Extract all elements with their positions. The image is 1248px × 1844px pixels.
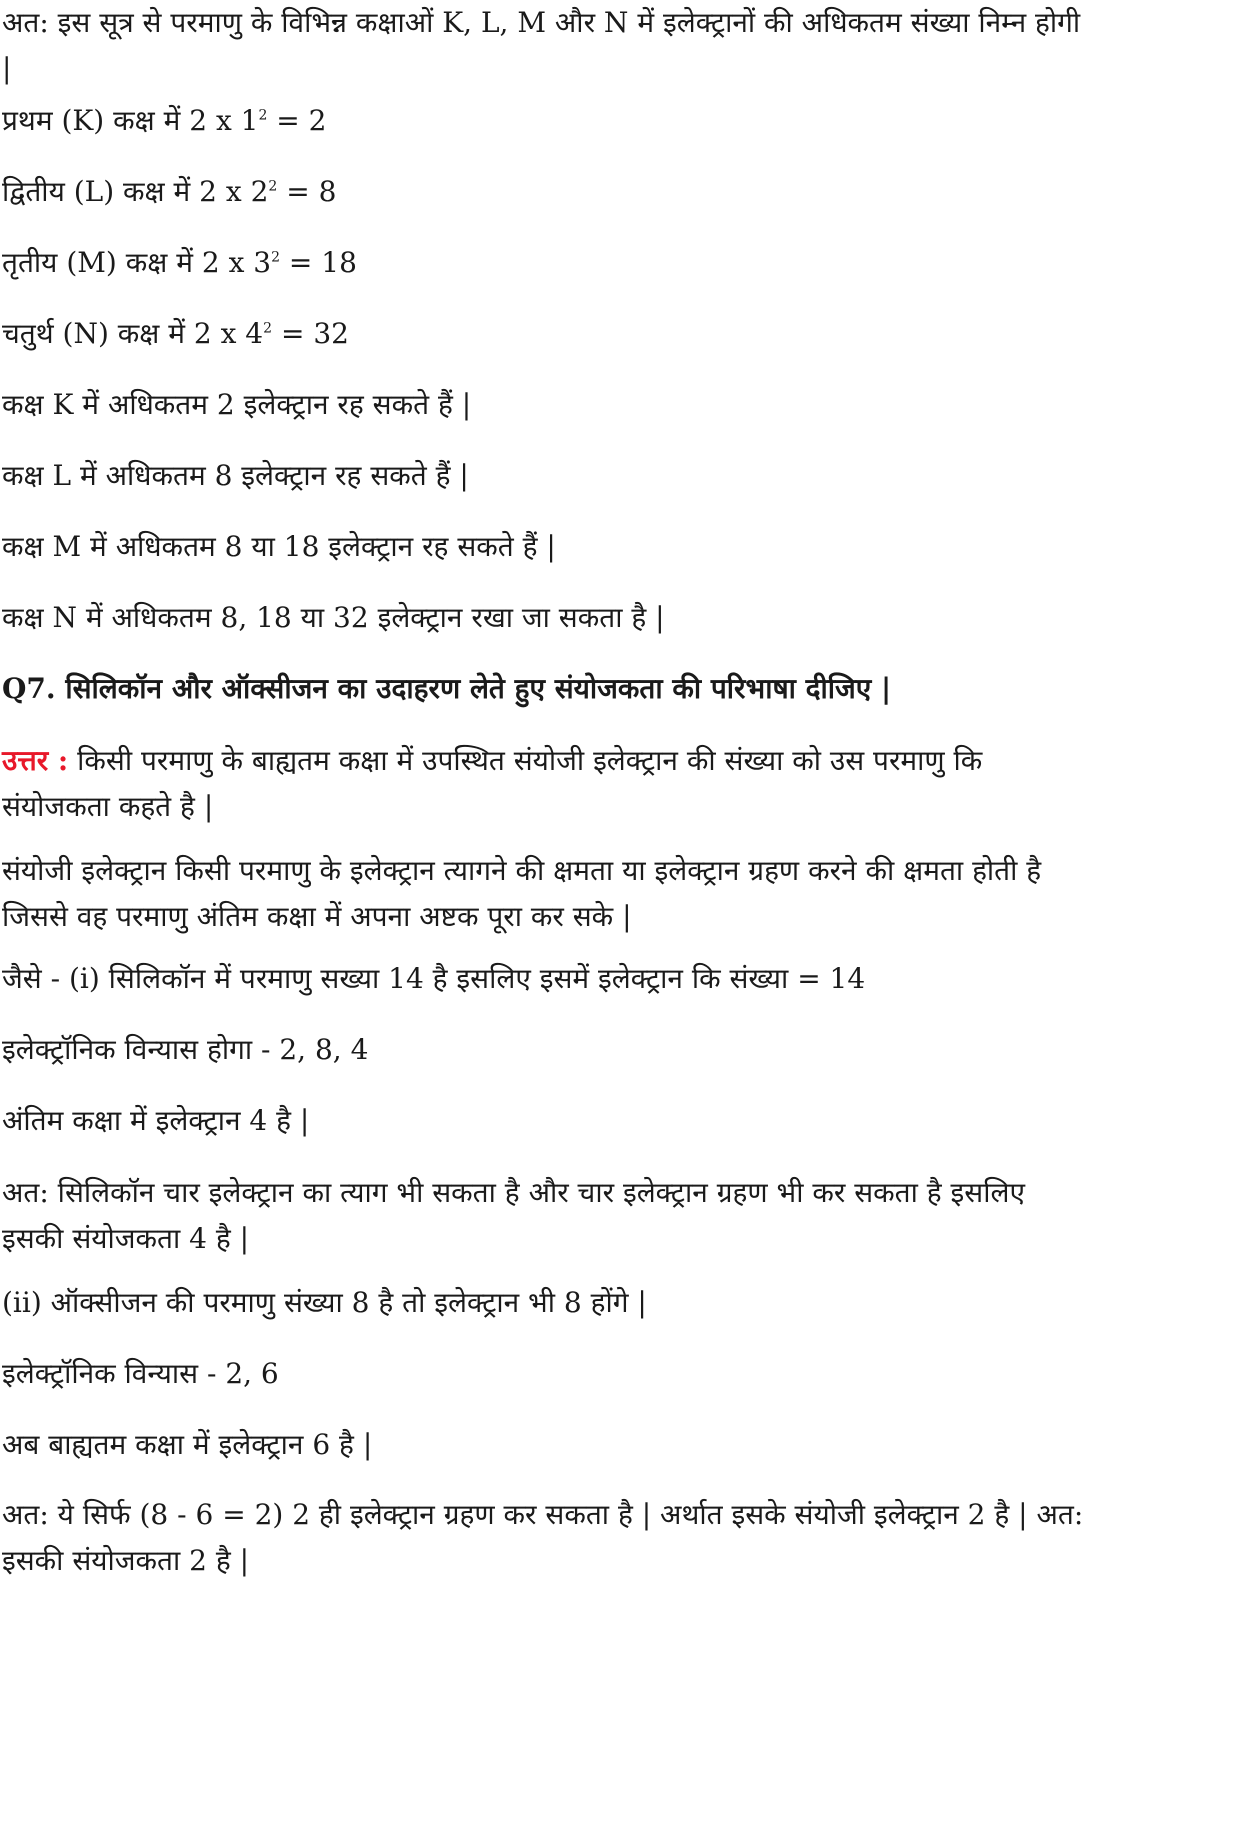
valence-line-1: संयोजी इलेक्ट्रान किसी परमाणु के इलेक्ट्रान त्यागने की क्षमता या इलेक्ट्रान ग्रहण करने की क्षमता होती है (2, 854, 1042, 887)
answer-line-2: संयोजकता कहते है | (2, 790, 214, 823)
shell-k-exponent: 2 (258, 107, 268, 124)
silicon-last-shell: अंतिम कक्षा में इलेक्ट्रान 4 है | (2, 1104, 310, 1137)
silicon-valence-line-1: अत: सिलिकॉन चार इलेक्ट्रान का त्याग भी सकता है और चार इलेक्ट्रान ग्रहण भी कर सकता है इसलिए (2, 1176, 1025, 1209)
shell-n-result: = 32 (272, 317, 349, 350)
shell-n-formula (2, 311, 1242, 357)
silicon-atomic-number: जैसे - (i) सिलिकॉन में परमाणु सख्या 14 है इसलिए इसमें इलेक्ट्रान कि संख्या = 14 (2, 962, 866, 995)
valence-line-2: जिससे वह परमाणु अंतिम कक्षा में अपना अष्टक पूरा कर सके | (2, 900, 632, 933)
shell-k-result: = 2 (267, 104, 327, 137)
question-heading (2, 666, 1242, 712)
answer-definition (2, 738, 1242, 830)
capacity-l: कक्ष L में अधिकतम 8 इलेक्ट्रान रह सकते हैं | (2, 459, 469, 492)
shell-l-exponent: 2 (268, 178, 278, 195)
valence-explanation (2, 848, 1242, 940)
question-text: सिलिकॉन और ऑक्सीजन का उदाहरण लेते हुए संयोजकता की परिभाषा दीजिए | (55, 672, 892, 705)
intro-line-1: अत: इस सूत्र से परमाणु के विभिन्न कक्षाओं K, L, M और N में इलेक्ट्रानों की अधिकतम संख्या निम्न होगी (2, 6, 1081, 39)
shell-l-formula (2, 169, 1242, 215)
shell-m-result: = 18 (280, 246, 357, 279)
shell-m-exponent: 2 (271, 249, 280, 266)
silicon-configuration: इलेक्ट्रॉनिक विन्यास होगा - 2, 8, 4 (2, 1033, 369, 1066)
intro-paragraph (2, 0, 1242, 92)
answer-line-1: किसी परमाणु के बाह्यतम कक्षा में उपस्थित संयोजी इलेक्ट्रान की संख्या को उस परमाणु कि (68, 744, 983, 777)
intro-line-2: | (2, 52, 12, 85)
shell-l-result: = 8 (277, 175, 337, 208)
capacity-k: कक्ष K में अधिकतम 2 इलेक्ट्रान रह सकते हैं | (2, 388, 472, 421)
silicon-valence-line-2: इसकी संयोजकता 4 है | (2, 1222, 250, 1255)
shell-n-exponent: 2 (263, 320, 273, 337)
oxygen-configuration: इलेक्ट्रॉनिक विन्यास - 2, 6 (2, 1357, 279, 1390)
answer-label: उत्तर : (2, 744, 69, 777)
shell-k-prefix: प्रथम (K) कक्ष में 2 x 1 (2, 104, 259, 137)
shell-m-prefix: तृतीय (M) कक्ष में 2 x 3 (2, 246, 272, 279)
silicon-valence (2, 1170, 1242, 1262)
shell-l-prefix: द्वितीय (L) कक्ष में 2 x 2 (2, 175, 269, 208)
shell-m-formula (2, 240, 1242, 286)
oxygen-atomic-number: (ii) ऑक्सीजन की परमाणु संख्या 8 है तो इलेक्ट्रान भी 8 होंगे | (2, 1286, 647, 1319)
oxygen-outer-shell: अब बाह्यतम कक्षा में इलेक्ट्रान 6 है | (2, 1428, 373, 1461)
shell-k-formula (2, 98, 1242, 144)
question-number: Q7. (2, 672, 56, 705)
capacity-n: कक्ष N में अधिकतम 8, 18 या 32 इलेक्ट्रान रखा जा सकता है | (2, 601, 665, 634)
oxygen-valence-line-2: इसकी संयोजकता 2 है | (2, 1544, 250, 1577)
shell-n-prefix: चतुर्थ (N) कक्ष में 2 x 4 (2, 317, 264, 350)
oxygen-valence-line-1: अत: ये सिर्फ (8 - 6 = 2) 2 ही इलेक्ट्रान ग्रहण कर सकता है | अर्थात इसके संयोजी इलेक्ट्रान 2 है | अत: (2, 1498, 1084, 1531)
oxygen-valence (2, 1492, 1242, 1584)
capacity-m: कक्ष M में अधिकतम 8 या 18 इलेक्ट्रान रह सकते हैं | (2, 530, 556, 563)
